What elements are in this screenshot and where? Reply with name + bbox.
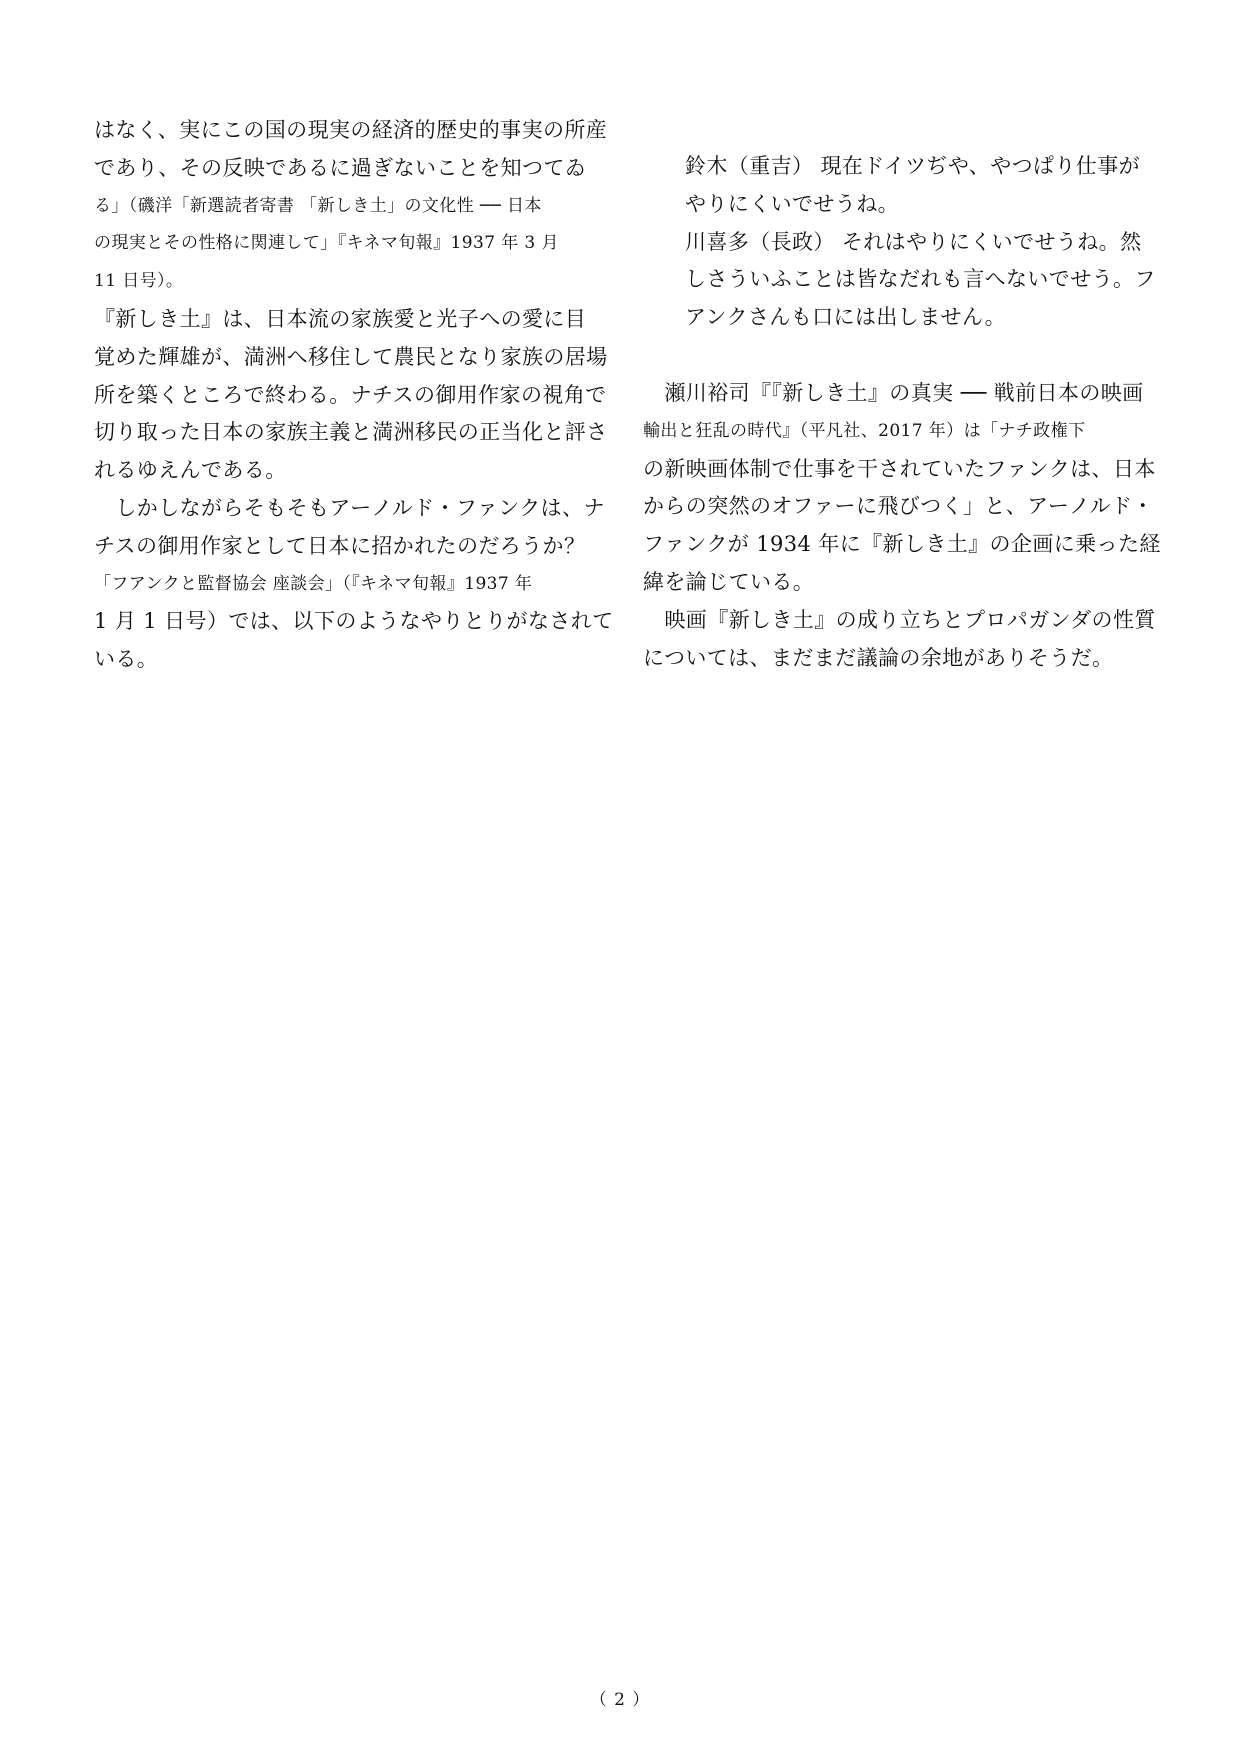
paragraph-gap — [643, 337, 1161, 375]
citation-line: 「フアンクと監督協会 座談会」（『キネマ旬報』1937 年 — [94, 573, 533, 594]
citation-line: る」（磯洋「新選読者寄書 「新しき土」の文化性 ── 日本 — [94, 195, 542, 216]
text-line: れるゆえんである。 — [94, 458, 287, 483]
citation-line: 輸出と狂乱の時代』（平凡社、2017 年）は「ナチ政権下 — [643, 420, 1086, 441]
text-line: チスの御用作家として日本に招かれたのだろうか？ — [94, 533, 586, 558]
text-line: 所を築くところで終わる。ナチスの御用作家の視角で — [94, 382, 607, 407]
text-line: はなく、実にこの国の現実の経済的歴史的事実の所産 — [94, 118, 608, 142]
text-line: の新映画体制で仕事を干されていたファンクは、日本 — [643, 456, 1156, 481]
citation-line: 11 日号）。 — [94, 271, 184, 292]
page-number: （ 2 ） — [589, 1690, 651, 1710]
text-line: 1 月 1 日号）では、以下のようなやりとりがなされて — [94, 609, 614, 634]
text-line: であり、その反映であるに過ぎないことを知つてゐ — [94, 155, 587, 180]
text-line: いる。 — [94, 647, 159, 672]
dialogue-line: 鈴木（重吉） 現在ドイツぢや、やつぱり仕事が — [685, 154, 1141, 178]
text-line: ファンクが 1934 年に『新しき土』の企画に乗った経 — [643, 532, 1161, 557]
text-line: 緯を論じている。 — [643, 569, 815, 594]
text-line: 映画『新しき土』の成り立ちとプロパガンダの性質 — [643, 607, 1156, 632]
dialogue-line: 川喜多（長政） それはやりにくいでせうね。然 — [685, 229, 1142, 254]
text-line: 『新しき土』は、日本流の家族愛と光子への愛に目 — [94, 306, 587, 331]
left-column — [94, 112, 612, 679]
text-line: については、まだまだ議論の余地がありそうだ。 — [643, 645, 1114, 670]
dialogue-line: アンクさんも口には出しません。 — [685, 305, 1006, 330]
dialogue-line: やりにくいでせうね。 — [685, 191, 899, 216]
text-line: からの突然のオファーに飛びつく」と、アーノルド・ — [643, 494, 1154, 519]
text-line: 瀬川裕司『『新しき土』の真実 ── 戦前日本の映画 — [643, 380, 1144, 405]
text-line: 切り取った日本の家族主義と満洲移民の正当化と評さ — [94, 420, 608, 445]
text-line: しかしながらそもそもアーノルド・ファンクは、ナ — [94, 495, 605, 520]
text-line: 覚めた輝雄が、満洲へ移住して農民となり家族の居場 — [94, 344, 608, 369]
right-column — [643, 112, 1161, 677]
dialogue-block — [643, 148, 1161, 337]
citation-line: の現実とその性格に関連して」『キネマ旬報』1937 年 3 月 — [94, 233, 559, 254]
dialogue-line: しさういふことは皆なだれも言へないでせう。フ — [685, 267, 1156, 292]
